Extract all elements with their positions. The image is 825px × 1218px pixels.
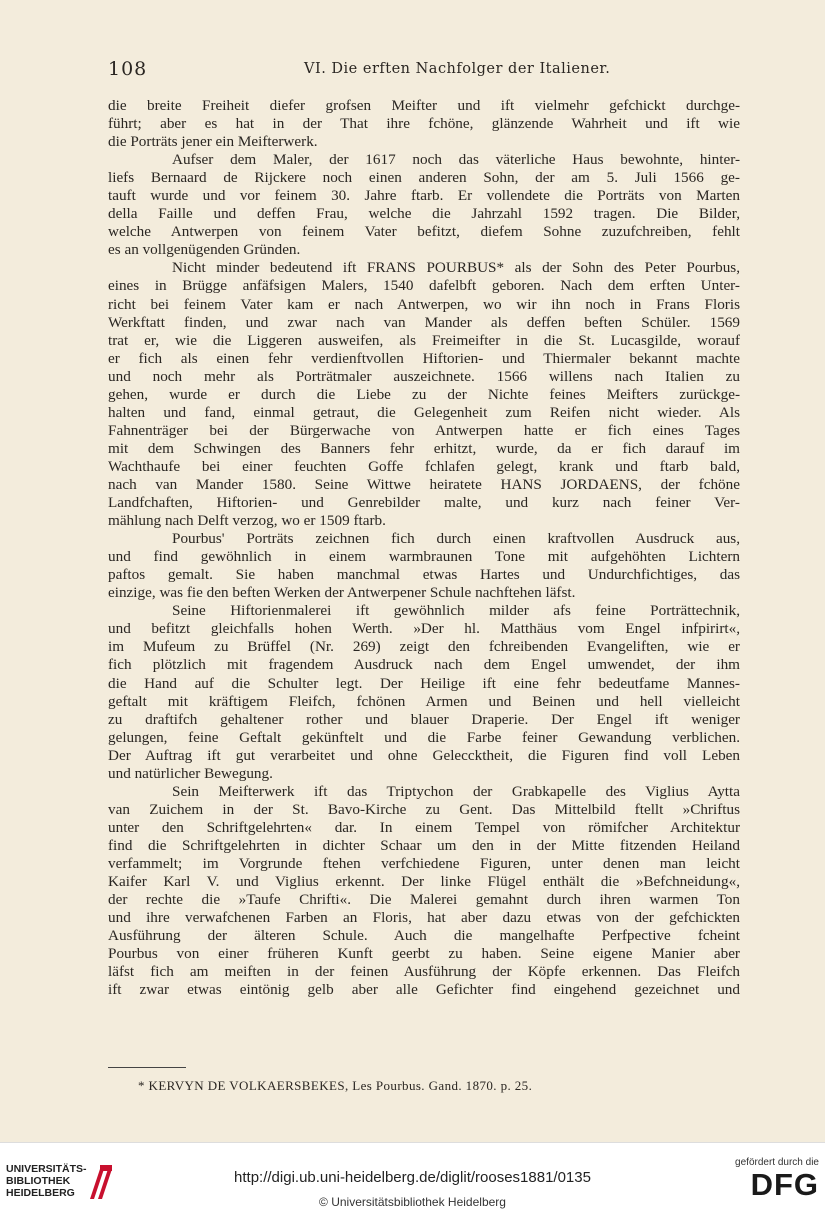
text-line: und befitzt gleichfalls hohen Werth. »Der hl. Matthäus vom Engel infpirirt«,: [108, 620, 740, 638]
text-line: tauft wurde und vor feinem 30. Jahre ftarb. Er vollendete die Porträts von Marten: [108, 187, 740, 205]
text-line: der rechte die »Taufe Chrifti«. Die Malerei gemahnt durch ihren warmen Ton: [108, 891, 740, 909]
library-logo-line: BIBLIOTHEK: [6, 1175, 71, 1187]
text-line: Ausführung der älteren Schule. Auch die mangelhafte Perfpective fcheint: [108, 927, 740, 945]
text-line: halten und fand, einmal getraut, die Gelegenheit zum Reifen nicht wieder. Als: [108, 403, 740, 421]
text-line: Der Auftrag ift gut verarbeitet und ohne Geleccktheit, die Figuren find voll Leben: [108, 746, 740, 764]
text-line: und ihre verwafchenen Farben an Floris, hat aber dazu etwas von der gefchickten: [108, 909, 740, 927]
text-line: Wachthaufe bei einer feuchten Goffe fchlafen gelegt, krank und ftarb bald,: [108, 457, 740, 475]
text-line: welche Antwerpen von feinem Vater befitzt, diefem Sohne zuzufchreiben, fehlt: [108, 223, 740, 241]
text-line: geftalt mit kräftigem Fleifch, fchönen Armen und Beinen und hell vielleicht: [108, 692, 740, 710]
page-number: 108: [108, 58, 148, 80]
text-line: er fich als einen fehr verdienftvollen Hiftorien- und Thiermaler bekannt machte: [108, 349, 740, 367]
text-line: Werkftatt finden, und zwar nach van Mander als deffen beften Schüler. 1569: [108, 313, 740, 331]
dfg-caption: gefördert durch die: [735, 1157, 819, 1168]
text-line: paftos gemalt. Sie haben manchmal etwas Hartes und Undurchfichtiges, das: [108, 566, 740, 584]
text-line: mit dem Schwingen des Banners fehr erhitzt, wurde, da er fich darauf im: [108, 439, 740, 457]
viewer-footer: [0, 1142, 825, 1218]
text-line: fich plötzlich mit fragendem Ausdruck nach dem Engel umwendet, der ihm: [108, 656, 740, 674]
text-line: Fahnenträger bei der Bürgerwache von Antwerpen hatte er fich eines Tages: [108, 421, 740, 439]
text-line: und natürlicher Bewegung.: [108, 764, 273, 782]
text-line: gehen, wurde er durch die Liebe zu der Nichte feines Meifters zurückge-: [108, 385, 740, 403]
text-line: nach van Mander 1580. Seine Wittwe heiratete HANS JORDAENS, der fchöne: [108, 475, 740, 493]
text-line: die Hand auf die Schulter legt. Der Heilige ift eine fehr bedeutfame Mannes-: [108, 674, 740, 692]
text-line: unter den Schriftgelehrten« dar. In einem Tempel von römifcher Architektur: [108, 818, 740, 836]
text-line: liefs Bernaard de Rijckere noch einen anderen Sohn, der am 5. Juli 1566 ge-: [108, 169, 740, 187]
running-title: VI. Die erften Nachfolger der Italiener.: [304, 61, 611, 77]
text-line: Pourbus von einer früheren Kunft geerbt zu haben. Seine eigene Manier aber: [108, 945, 740, 963]
dfg-logo[interactable]: [723, 1157, 819, 1211]
text-line: im Mufeum zu Brüffel (Nr. 269) zeigt den fchreibenden Evangeliften, wie er: [108, 638, 740, 656]
text-line: find die Schriftgelehrten in dichter Schaar um den in der Mitte fitzenden Heiland: [108, 836, 740, 854]
text-line: und find gewöhnlich in einem warmbraunen Tone mit aufgehöhten Lichtern: [108, 548, 740, 566]
library-logo-line: HEIDELBERG: [6, 1187, 75, 1199]
text-line: Seine Hiftorienmalerei ift gewöhnlich milder afs feine Porträttechnik,: [172, 602, 740, 620]
text-line: trat er, wie die Liggeren ausweifen, als Freimeifter in die St. Lucasgilde, worauf: [108, 331, 740, 349]
copyright-notice: © Universitätsbibliothek Heidelberg: [319, 1195, 506, 1209]
text-line: zu draftifch gehaltener rother und blauer Draperie. Der Engel ift weniger: [108, 710, 740, 728]
text-line: Landfchaften, Hiftorien- und Genrebilder malte, und kurz nach feiner Ver-: [108, 494, 740, 512]
text-line: della Faille und deffen Frau, welche die Jahrzahl 1592 tragen. Die Bilder,: [108, 205, 740, 223]
text-line: gelungen, feine Geftalt gekünftelt und die Farbe feiner Gewandung verblichen.: [108, 728, 740, 746]
text-line: verfammelt; im Vorgrunde ftehen verfchiedene Figuren, unter denen man leicht: [108, 854, 740, 872]
text-line: mählung nach Delft verzog, wo er 1509 ftarb.: [108, 512, 386, 530]
text-line: die Porträts jener ein Meifterwerk.: [108, 133, 318, 151]
permalink-url[interactable]: http://digi.ub.uni-heidelberg.de/diglit/rooses1881/0135: [234, 1169, 591, 1186]
footnote: * KERVYN DE VOLKAERSBEKES, Les Pourbus. Gand. 1870. p. 25.: [138, 1078, 533, 1093]
text-line: es an vollgenügenden Gründen.: [108, 241, 301, 259]
body-text: [108, 97, 740, 999]
text-line: führt; aber es hat in der That ihre fchöne, glänzende Wahrheit und ift wie: [108, 115, 740, 133]
text-line: richt bei feinem Vater kam er nach Antwerpen, wo wir ihn noch in Frans Floris: [108, 295, 740, 313]
text-line: Sein Meifterwerk ift das Triptychon der Grabkapelle des Viglius Aytta: [172, 782, 740, 800]
page-header: [108, 58, 740, 82]
text-line: Nicht minder bedeutend ift FRANS POURBUS* als der Sohn des Peter Pourbus,: [172, 259, 740, 277]
text-line: und noch mehr als Porträtmaler auszeichnete. 1566 willens nach Italien zu: [108, 367, 740, 385]
footnote-divider: [108, 1067, 186, 1068]
dfg-wordmark: DFG: [750, 1167, 819, 1202]
text-line: einzige, was fie den beften Werken der Antwerpener Schule nachftehen läfst.: [108, 584, 576, 602]
text-line: Pourbus' Porträts zeichnen fich durch einen kraftvollen Ausdruck aus,: [172, 530, 740, 548]
text-line: Kaifer Karl V. und Viglius erkennt. Der linke Flügel enthält die »Befchneidung«,: [108, 873, 740, 891]
text-line: Aufser dem Maler, der 1617 noch das väterliche Haus bewohnte, hinter-: [172, 151, 740, 169]
text-line: die breite Freiheit diefer grofsen Meifter und ift vielmehr gefchickt durchge-: [108, 97, 740, 114]
library-logo-line: UNIVERSITÄTS-: [6, 1163, 87, 1175]
text-line: eines in Brügge anfäfsigen Malers, 1540 dafelbft geboren. Nach dem erften Unter-: [108, 277, 740, 295]
text-line: van Zuichem in der St. Bavo-Kirche zu Gent. Das Mittelbild ftellt »Chriftus: [108, 800, 740, 818]
text-line: läfst fich am meiften in der feinen Ausführung der Köpfe erkennen. Das Fleifch: [108, 963, 740, 981]
text-line: ift zwar etwas eintönig gelb aber alle Gefichter find eingehend gezeichnet und: [108, 981, 740, 999]
